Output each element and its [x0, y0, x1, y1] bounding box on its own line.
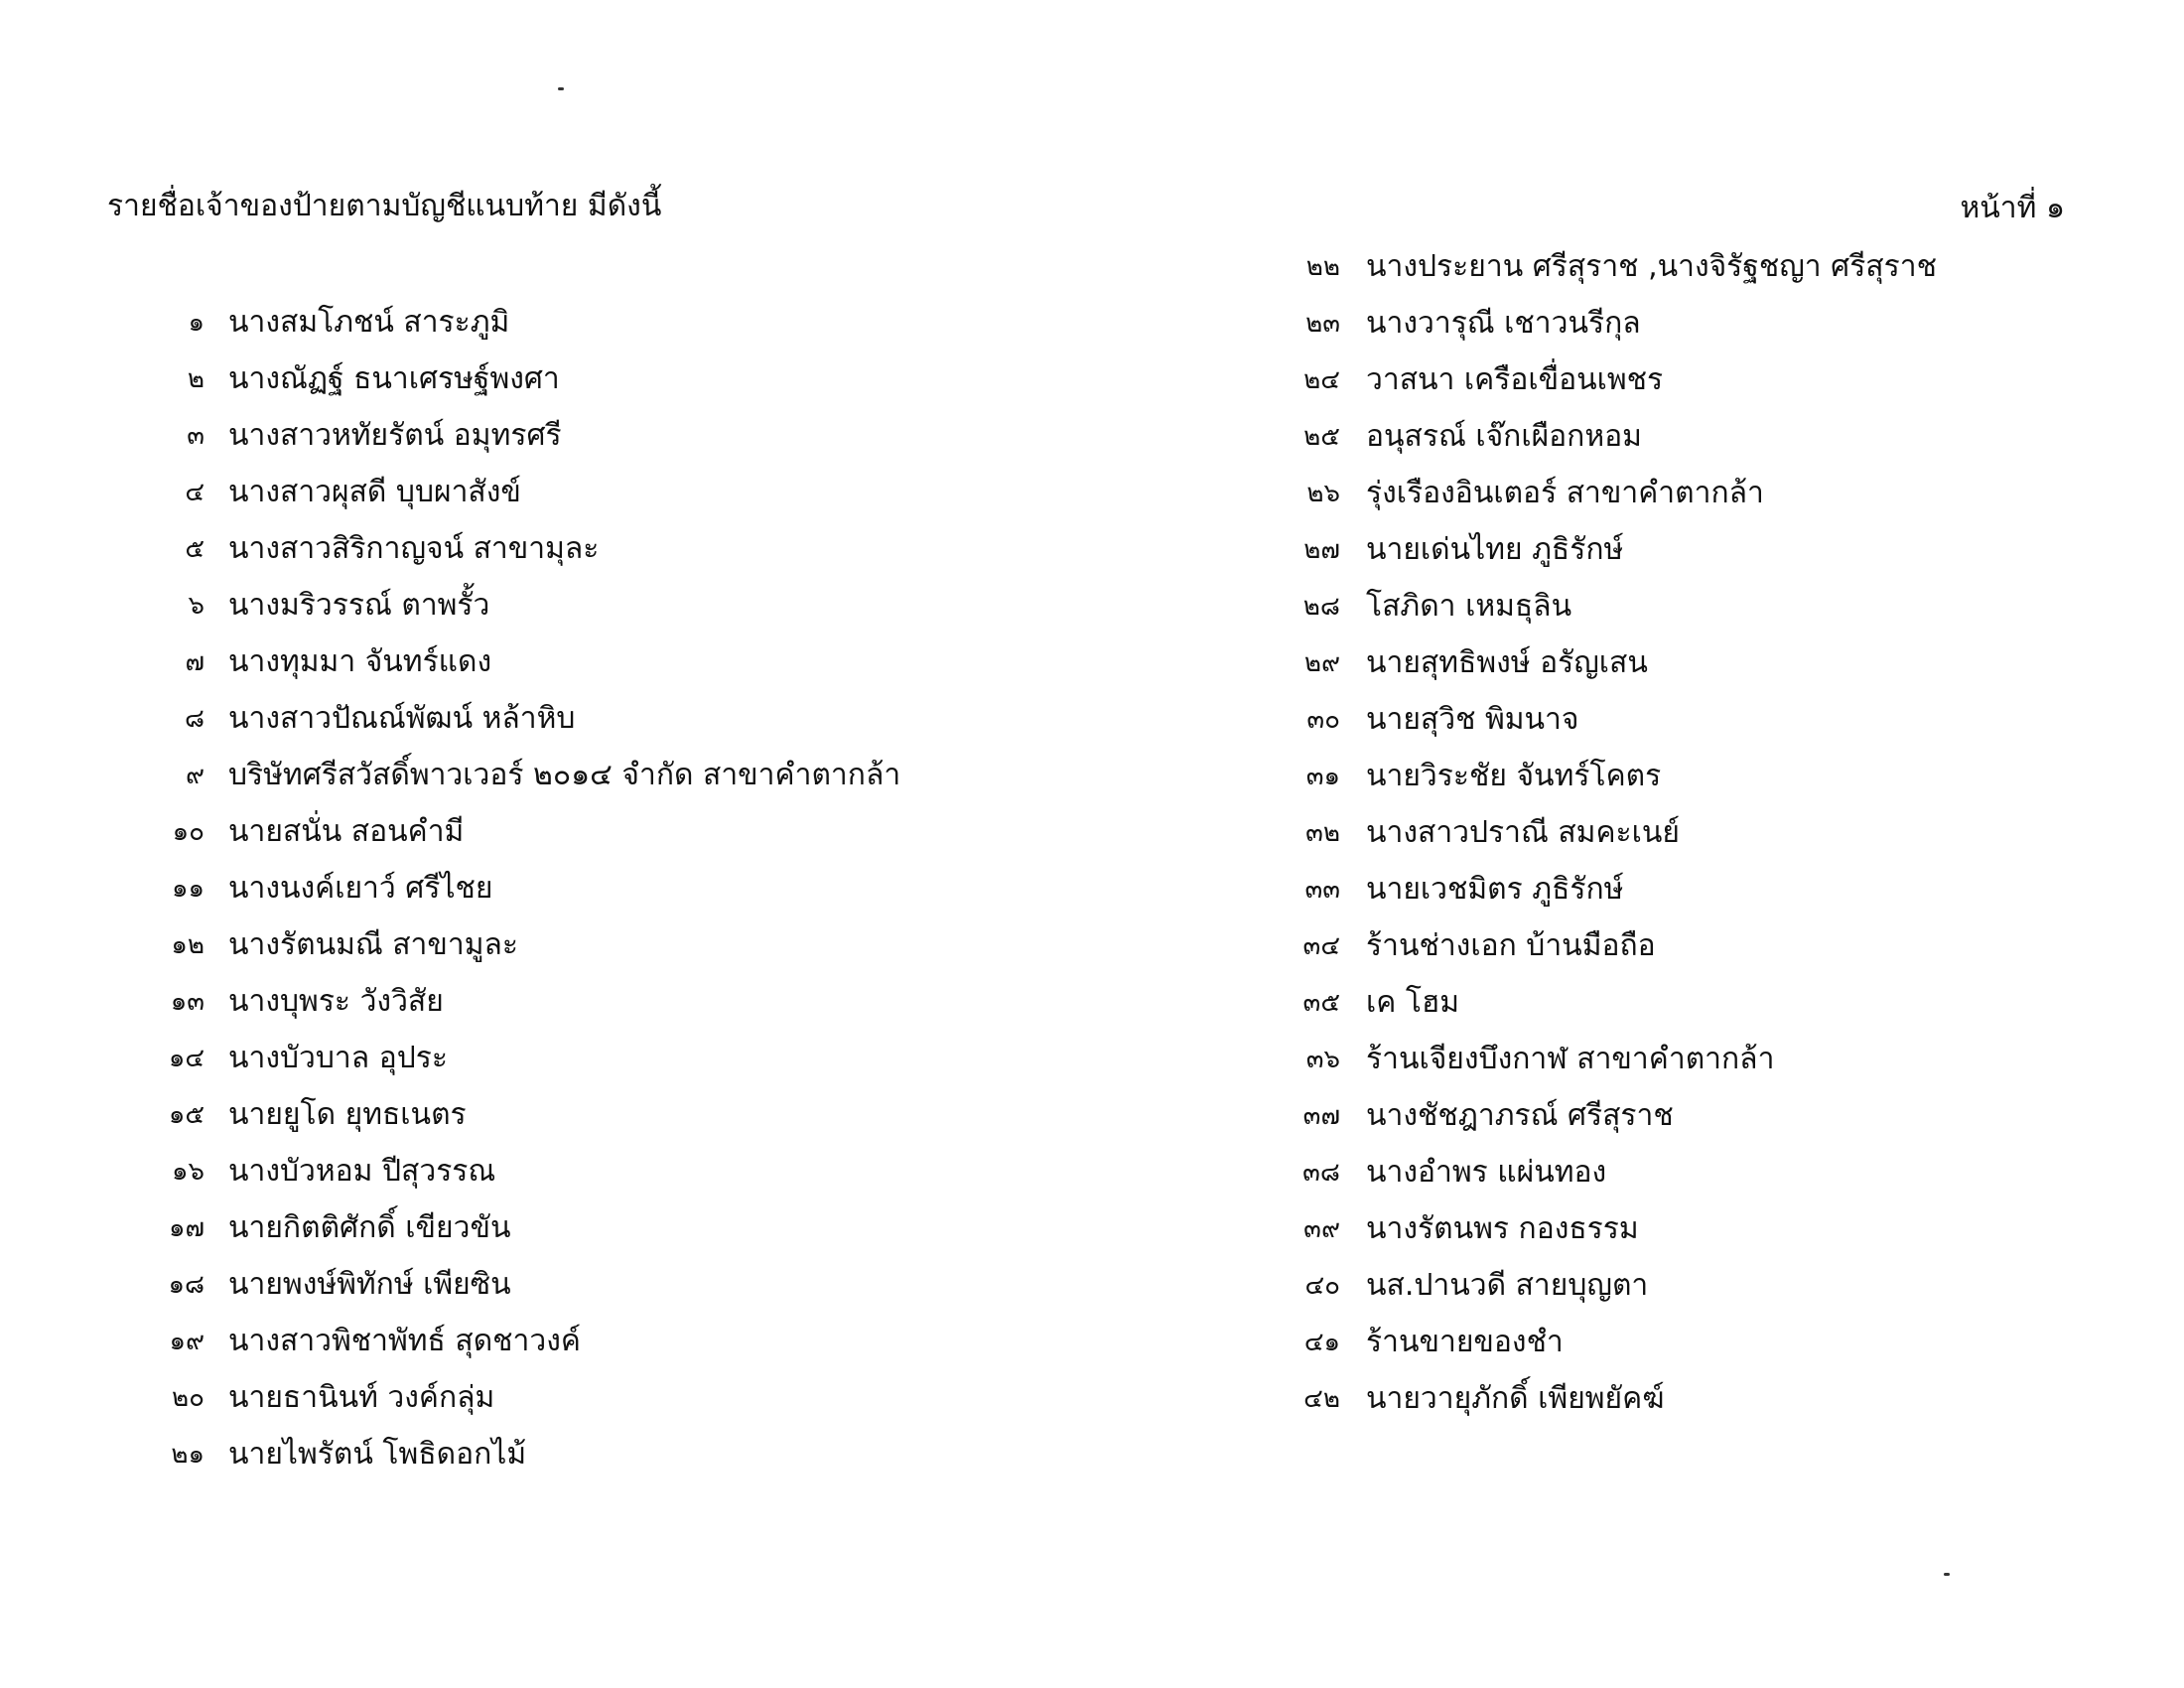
list-item	[119, 1030, 900, 1086]
list-item	[119, 633, 900, 690]
list-item	[1281, 465, 1937, 521]
owner-name: นายวายุภักดิ์ เพียพยัคฆ์	[1366, 1381, 1665, 1416]
item-number: ๖	[188, 591, 205, 621]
item-number: ๒๘	[1302, 592, 1340, 622]
item-number: ๔๒	[1303, 1384, 1340, 1414]
owner-name: นางประยาน ศรีสุราช ,นางจิรัฐชญา ศรีสุราช	[1366, 249, 1937, 284]
list-item	[1281, 748, 1937, 804]
owner-name: อนุสรณ์ เจ๊กเผือกหอม	[1366, 419, 1642, 454]
list-item	[119, 520, 900, 577]
item-number: ๒๓	[1305, 309, 1340, 339]
item-number: ๗	[185, 647, 205, 677]
owner-name: นางชัชฎาภรณ์ ศรีสุราช	[1366, 1098, 1674, 1133]
item-number: ๒๑	[171, 1440, 205, 1470]
owner-name: นางสาวปัณณ์พัฒน์ หล้าหิบ	[228, 701, 576, 736]
owner-name: นางสาวปราณี สมคะเนย์	[1366, 815, 1680, 850]
owner-name: ร้านช่างเอก บ้านมือถือ	[1366, 928, 1656, 963]
list-item	[1281, 1370, 1937, 1427]
owner-name: วาสนา เครือเขื่อนเพชร	[1366, 362, 1664, 397]
item-number: ๒	[187, 364, 205, 394]
owner-name: นายกิตติศักดิ์ เขียวขัน	[228, 1210, 511, 1245]
owner-name: นางสาวสิริกาญจน์ สาขามุละ	[228, 531, 600, 566]
item-number: ๔๐	[1304, 1271, 1340, 1301]
item-number: ๔๑	[1303, 1328, 1340, 1357]
list-item	[1281, 578, 1937, 634]
owner-list-right	[1281, 238, 1937, 1427]
owner-name: นายยูโด ยุทธเนตร	[228, 1097, 467, 1132]
owner-name: นางสมโภชน์ สาระภูมิ	[228, 305, 510, 340]
owner-name: นายวิระชัย จันทร์โคตร	[1366, 759, 1662, 793]
list-item	[1281, 295, 1937, 352]
list-item	[119, 1086, 900, 1143]
item-number: ๒๔	[1303, 365, 1340, 395]
item-number: ๒๖	[1306, 479, 1340, 508]
item-number: ๓๔	[1302, 931, 1340, 961]
item-number: ๑๘	[168, 1270, 205, 1300]
owner-name: นางทุมมา จันทร์แดง	[228, 644, 492, 679]
owner-name: ร้านเจียงบึงกาฬ สาขาคำตากล้า	[1366, 1042, 1775, 1076]
list-item	[1281, 691, 1937, 748]
list-item	[1281, 634, 1937, 691]
list-item	[1281, 238, 1937, 295]
item-number: ๒๕	[1303, 422, 1340, 452]
owner-name: นางบัวบาล อุประ	[228, 1041, 448, 1075]
item-number: ๑๑	[171, 874, 205, 904]
list-item	[1281, 521, 1937, 578]
item-number: ๓๕	[1302, 988, 1340, 1018]
item-number: ๑๖	[171, 1157, 205, 1187]
item-number: ๓๑	[1305, 762, 1340, 791]
owner-name: นางบุพระ วังวิสัย	[228, 984, 444, 1019]
list-item	[119, 1426, 900, 1482]
owner-name: นายสุวิช พิมนาจ	[1366, 702, 1579, 737]
item-number: ๑๓	[170, 987, 205, 1017]
list-item	[119, 1256, 900, 1313]
list-item	[1281, 861, 1937, 917]
owner-name: นางสาวหทัยรัตน์ อมุทรศรี	[228, 418, 562, 453]
list-item	[1281, 352, 1937, 408]
owner-name: นางสาวผุสดี บุบผาสังข์	[228, 475, 521, 509]
page-heading: รายชื่อเจ้าของป้ายตามบัญชีแนบท้าย มีดังนี้	[107, 189, 662, 223]
item-number: ๑๙	[169, 1327, 205, 1356]
item-number: ๑๗	[168, 1213, 205, 1243]
owner-name: ร้านขายของชำ	[1366, 1325, 1564, 1359]
item-number: ๒๐	[171, 1383, 205, 1413]
owner-name: นายสุทธิพงษ์ อรัญเสน	[1366, 645, 1648, 680]
item-number: ๑๒	[171, 930, 205, 960]
item-number: ๙	[185, 761, 205, 790]
item-number: ๒๗	[1303, 535, 1340, 565]
list-item	[1281, 1257, 1937, 1314]
owner-name: นางณัฏฐ์ ธนาเศรษฐ์พงศา	[228, 361, 560, 396]
owner-name: นายธานินท์ วงค์กลุ่ม	[228, 1380, 495, 1415]
item-number: ๓๐	[1306, 705, 1340, 735]
scan-speck	[1944, 1573, 1950, 1576]
item-number: ๓๙	[1303, 1214, 1340, 1244]
list-item	[1281, 408, 1937, 465]
owner-name: เค โฮม	[1366, 985, 1460, 1020]
list-item	[119, 860, 900, 916]
list-item	[1281, 1087, 1937, 1144]
list-item	[119, 464, 900, 520]
list-item	[119, 803, 900, 860]
list-item	[119, 1369, 900, 1426]
item-number: ๑	[188, 308, 205, 338]
owner-name: นายเด่นไทย ภูธิรักษ์	[1366, 532, 1624, 567]
item-number: ๘	[184, 704, 205, 734]
list-item	[1281, 974, 1937, 1031]
item-number: ๓๓	[1304, 875, 1340, 905]
list-item	[1281, 1031, 1937, 1087]
item-number: ๓๗	[1302, 1101, 1340, 1131]
list-item	[1281, 1144, 1937, 1200]
list-item	[119, 577, 900, 633]
owner-name: นายเวชมิตร ภูธิรักษ์	[1366, 872, 1624, 907]
owner-name: นางบัวหอม ปีสุวรรณ	[228, 1154, 496, 1189]
list-item	[119, 1313, 900, 1369]
list-item	[119, 407, 900, 464]
owner-name: นางรัตนมณี สาขามูละ	[228, 927, 519, 962]
owner-name: นส.ปานวดี สายบุญตา	[1366, 1268, 1649, 1303]
item-number: ๑๕	[168, 1100, 205, 1130]
owner-list-left	[119, 294, 900, 1482]
list-item	[1281, 804, 1937, 861]
list-item	[119, 351, 900, 407]
item-number: ๑๐	[172, 817, 205, 847]
item-number: ๓	[187, 421, 205, 451]
list-item	[119, 916, 900, 973]
item-number: ๓๒	[1305, 818, 1340, 848]
owner-name: นายพงษ์พิทักษ์ เพียซิน	[228, 1267, 511, 1302]
item-number: ๒๙	[1303, 648, 1340, 678]
owner-name: รุ่งเรืองอินเตอร์ สาขาคำตากล้า	[1366, 476, 1764, 510]
owner-name: นางรัตนพร กองธรรม	[1366, 1211, 1639, 1246]
owner-name: นายสนั่น สอนคำมี	[228, 814, 465, 849]
owner-name: โสภิดา เหมธุลิน	[1366, 589, 1572, 624]
list-item	[119, 294, 900, 351]
list-item	[119, 690, 900, 747]
owner-name: นายไพรัตน์ โพธิดอกไม้	[228, 1437, 527, 1472]
owner-name: นางมริวรรณ์ ตาพรั้ว	[228, 588, 490, 623]
list-item	[119, 973, 900, 1030]
item-number: ๒๒	[1305, 252, 1340, 282]
list-item	[119, 1199, 900, 1256]
item-number: ๔	[185, 478, 205, 507]
list-item	[1281, 1314, 1937, 1370]
owner-name: นางวารุณี เชาวนรีกุล	[1366, 306, 1641, 341]
list-item	[119, 747, 900, 803]
list-item	[1281, 1200, 1937, 1257]
item-number: ๑๔	[168, 1044, 205, 1073]
owner-name: นางอำพร แผ่นทอง	[1366, 1155, 1607, 1190]
list-item	[119, 1143, 900, 1199]
page-number: หน้าที่ ๑	[1960, 191, 2065, 225]
owner-name: บริษัทศรีสวัสดิ์พาวเวอร์ ๒๐๑๔ จำกัด สาขาคำตากล้า	[228, 758, 901, 792]
scan-speck	[558, 87, 564, 90]
list-item	[1281, 917, 1937, 974]
item-number: ๕	[185, 534, 205, 564]
item-number: ๓๘	[1302, 1158, 1340, 1188]
owner-name: นางสาวพิชาพัทธ์ สุดชาวงค์	[228, 1324, 581, 1358]
item-number: ๓๖	[1305, 1045, 1340, 1074]
owner-name: นางนงค์เยาว์ ศรีไชย	[228, 871, 493, 906]
